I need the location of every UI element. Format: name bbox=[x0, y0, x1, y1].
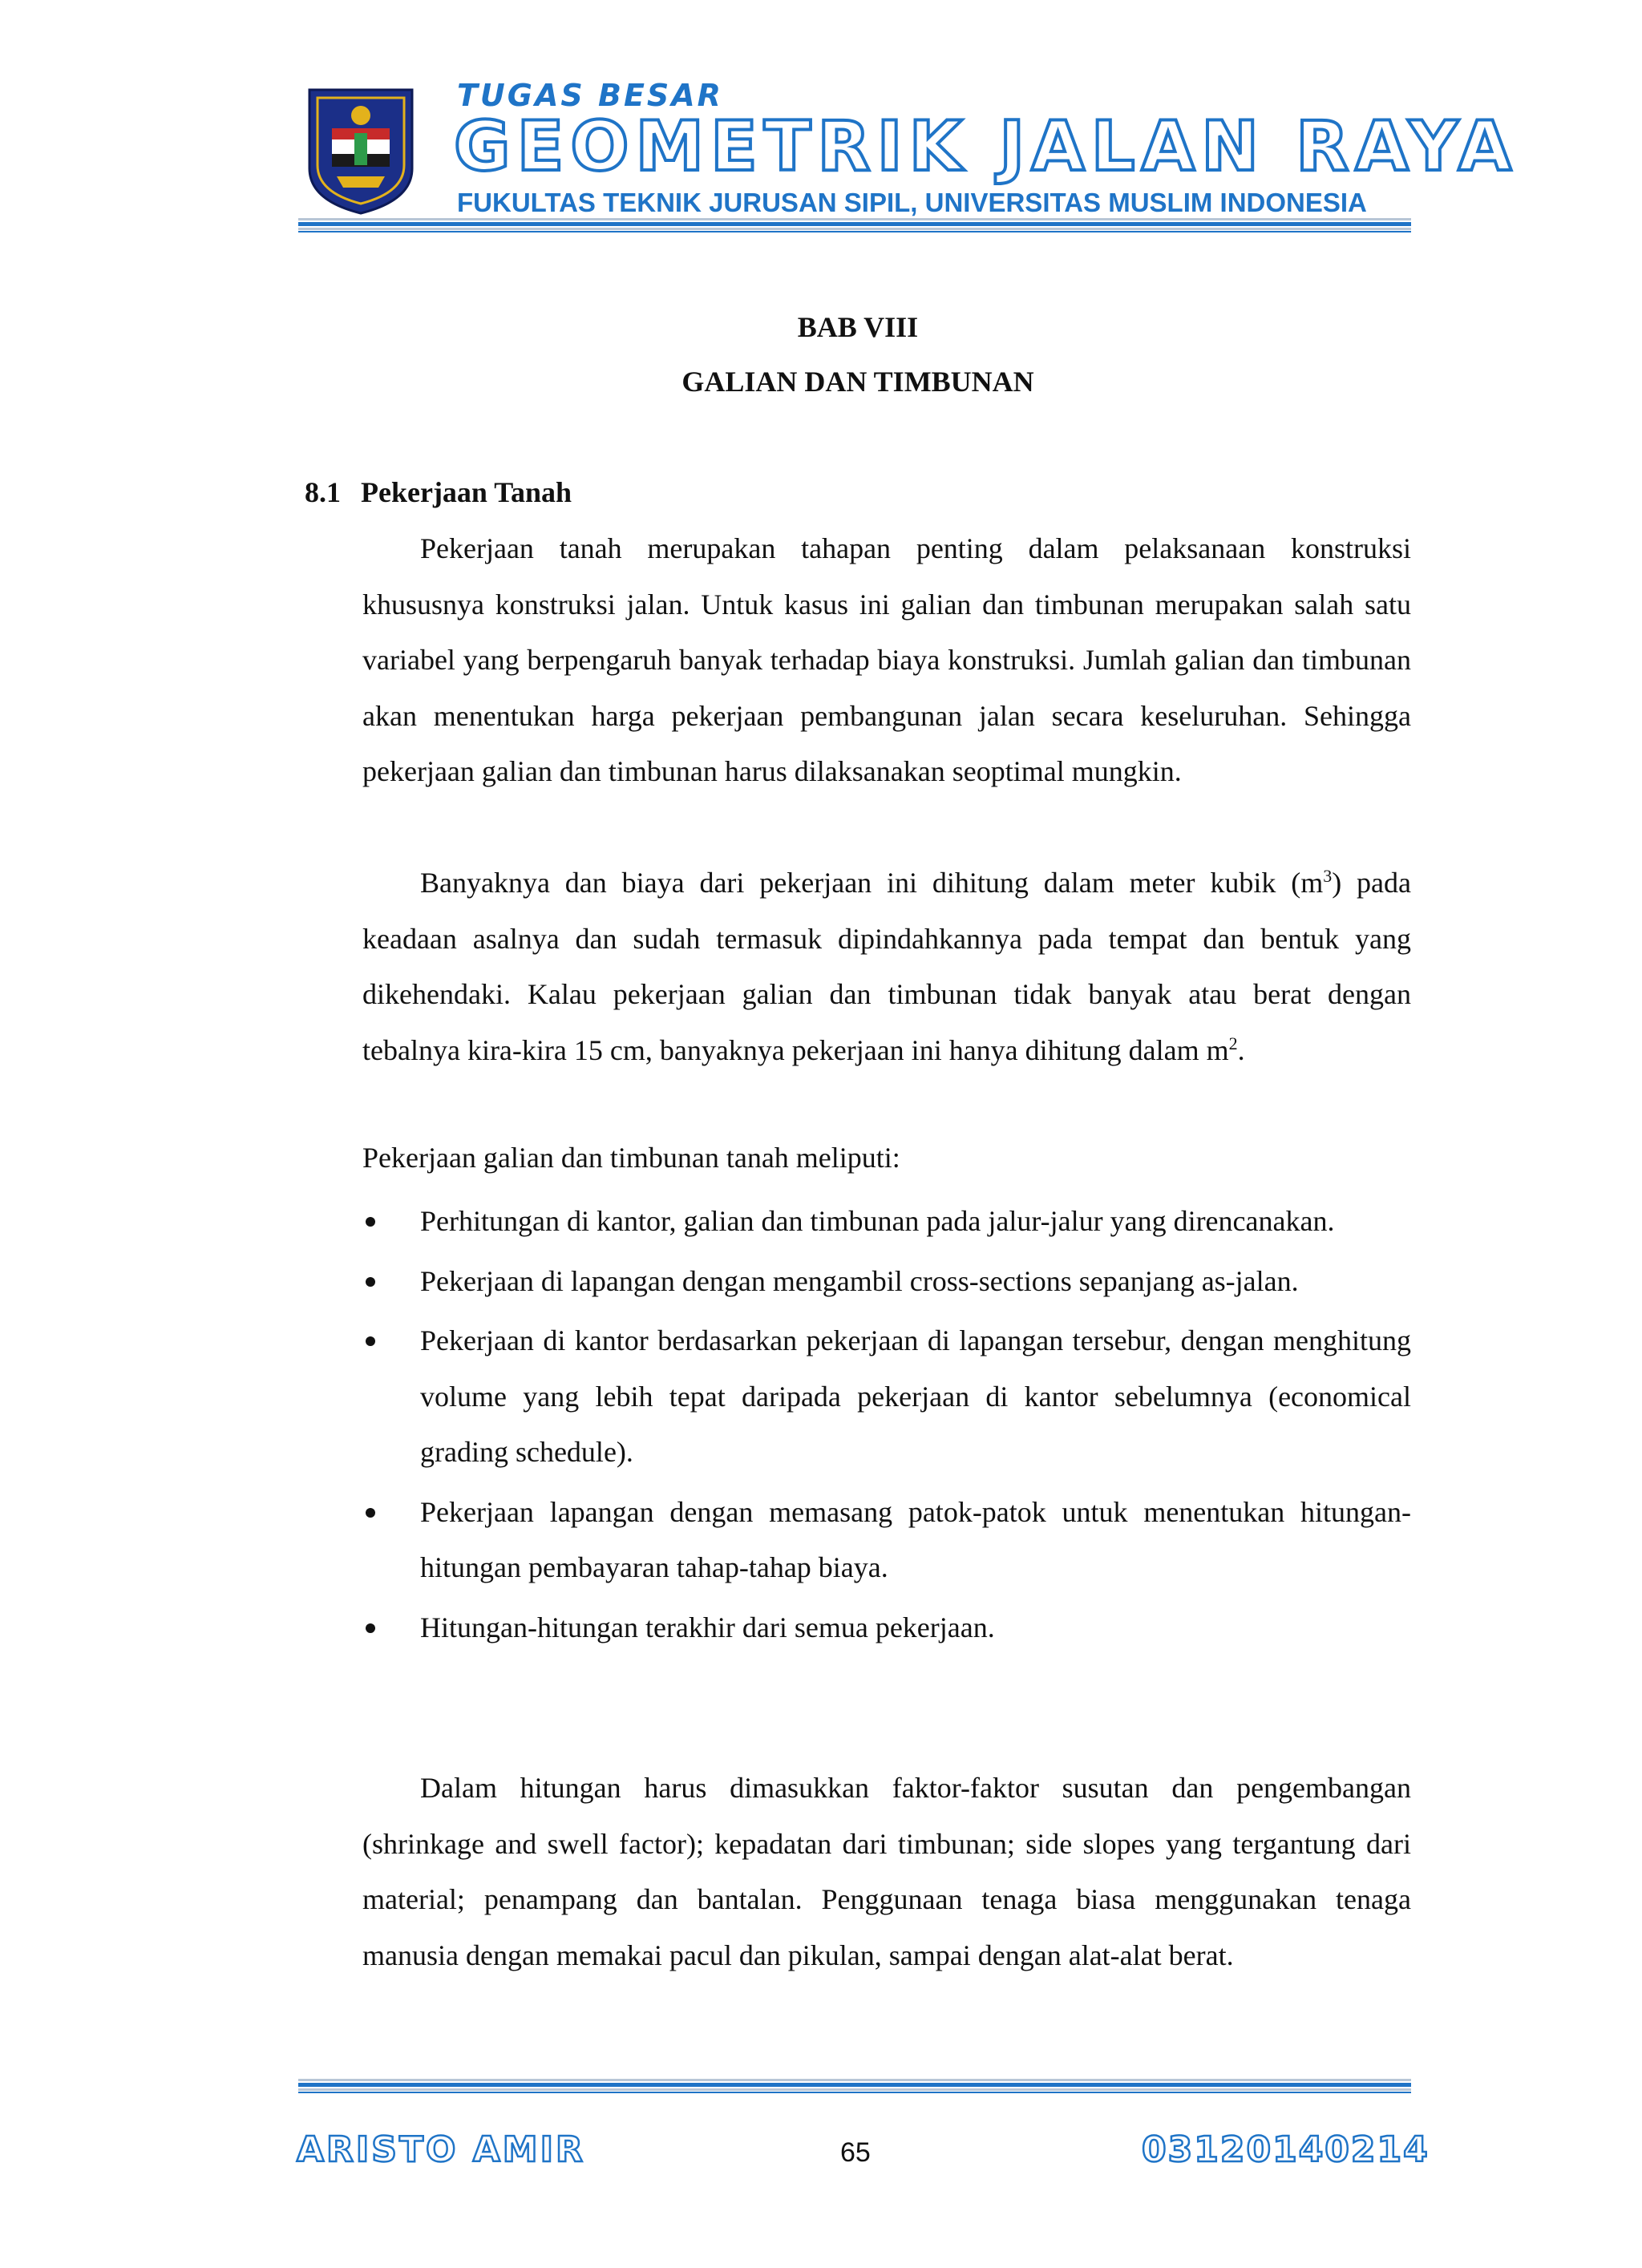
footer-author: ARISTO AMIR bbox=[297, 2129, 585, 2170]
superscript-square: 2 bbox=[1228, 1033, 1238, 1053]
chapter-number: BAB VIII bbox=[797, 311, 919, 343]
list-item-text: Pekerjaan di kantor berdasarkan pekerjaan di lapangan tersebur, dengan menghitung volume yang lebih tepat daripada pekerjaan di kantor sebelumnya (economical grading schedule). bbox=[420, 1324, 1411, 1468]
list-item bbox=[362, 1194, 1411, 1250]
paragraph-3 bbox=[362, 1761, 1411, 1983]
university-logo bbox=[305, 80, 417, 216]
list-intro: Pekerjaan galian dan timbunan tanah meliputi: bbox=[362, 1142, 900, 1174]
superscript-cubic: 3 bbox=[1323, 866, 1333, 886]
list-item-text: Hitungan-hitungan terakhir dari semua pekerjaan. bbox=[420, 1611, 995, 1643]
list-item bbox=[362, 1485, 1411, 1596]
bullet-icon bbox=[366, 1277, 375, 1287]
chapter-title: GALIAN DAN TIMBUNAN bbox=[681, 366, 1034, 398]
bullet-icon bbox=[366, 1336, 375, 1346]
header-title: GEOMETRIK JALAN RAYA bbox=[454, 107, 1519, 187]
bullet-icon bbox=[366, 1508, 375, 1518]
bullet-icon bbox=[366, 1217, 375, 1227]
paragraph-2-text-b: ) pada keadaan asalnya dan sudah termasuk dipindahkannya pada tempat dan bentuk yang dikehendaki. Kalau pekerjaan galian dan timbunan tidak banyak atau berat dengan tebalnya kira-kira 15 cm, banyaknya pekerjaan ini hanya dihitung dalam m bbox=[362, 867, 1412, 1066]
paragraph-1-text: Pekerjaan tanah merupakan tahapan penting dalam pelaksanaan konstruksi khususnya konstruksi jalan. Untuk kasus ini galian dan timbunan merupakan salah satu variabel yang berpengaruh banyak terhadap biaya konstruksi. Jumlah galian dan timbunan akan menentukan harga pekerjaan pembangunan jalan secara keseluruhan. Sehingga pekerjaan galian dan timbunan harus dilaksanakan seoptimal mungkin. bbox=[362, 532, 1411, 787]
footer-rule bbox=[298, 2079, 1411, 2095]
paragraph-2-text-c: . bbox=[1237, 1033, 1245, 1066]
header-rule bbox=[298, 218, 1411, 234]
paragraph-2 bbox=[362, 855, 1411, 1078]
list-item bbox=[362, 1313, 1411, 1481]
paragraph-1 bbox=[362, 521, 1411, 800]
bullet-icon bbox=[366, 1623, 375, 1633]
list-item bbox=[362, 1254, 1411, 1310]
list-item-text: Pekerjaan lapangan dengan memasang patok-patok untuk menentukan hitungan- hitungan pembayaran tahap-tahap biaya. bbox=[420, 1495, 1411, 1583]
paragraph-3-text: Dalam hitungan harus dimasukkan faktor-faktor susutan dan pengembangan (shrinkage and swell factor); kepadatan dari timbunan; side slopes yang tergantung dari material; penampang dan bantalan. Penggunaan tenaga biasa menggunakan tenaga manusia dengan memakai pacul dan pikulan, sampai dengan alat-alat berat. bbox=[362, 1772, 1411, 1971]
work-list bbox=[362, 1194, 1411, 1660]
section-title: Pekerjaan Tanah bbox=[361, 476, 572, 508]
paragraph-2-text-a: Banyaknya dan biaya dari pekerjaan ini dihitung dalam meter kubik (m bbox=[420, 867, 1324, 899]
list-item-text: Pekerjaan di lapangan dengan mengambil cross-sections sepanjang as-jalan. bbox=[420, 1264, 1299, 1297]
header-faculty: FUKULTAS TEKNIK JURUSAN SIPIL, UNIVERSITAS MUSLIM INDONESIA bbox=[457, 188, 1367, 217]
page-number: 65 bbox=[840, 2137, 871, 2168]
header-subtitle: TUGAS BESAR bbox=[457, 78, 723, 113]
section-heading bbox=[305, 478, 572, 507]
list-item bbox=[362, 1600, 1411, 1656]
section-number: 8.1 bbox=[305, 476, 341, 508]
list-item-text: Perhitungan di kantor, galian dan timbunan pada jalur-jalur yang direncanakan. bbox=[420, 1205, 1335, 1237]
footer-student-id: 03120140214 bbox=[1142, 2129, 1430, 2170]
